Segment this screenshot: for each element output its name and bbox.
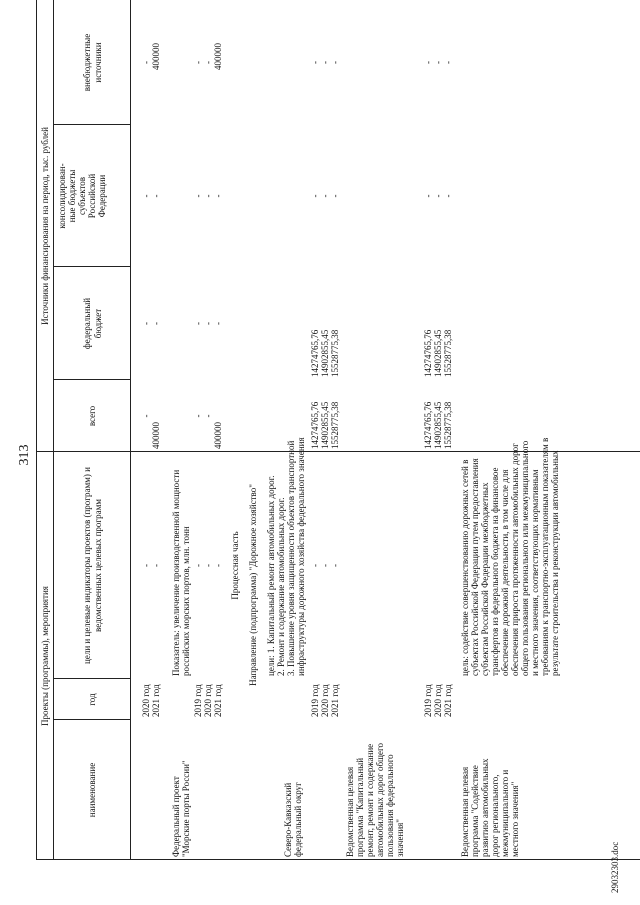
document-id: 29032303.doc <box>610 841 620 893</box>
col-header-goals-l1: цели и целевые индикаторы проектов (программ) и <box>82 467 92 664</box>
goal5-l7: общего пользования регионального или межмуниципального <box>520 440 530 676</box>
program-name-l3: ремонт, ремонт и содержание <box>365 743 375 857</box>
district-name-l1: Северо-Кавказский <box>283 782 293 857</box>
program-name-l5: пользования федерального <box>385 754 395 857</box>
goal5-l5: обеспечение дорожной деятельности, в том числе для <box>500 469 510 676</box>
goal5-l3: субъектам Российской Федерации межбюджетных <box>480 482 490 676</box>
program-name-l4: автомобильных дорог общего <box>375 743 385 857</box>
indicator-l2: российских морских портов, млн. тонн <box>181 526 191 676</box>
header-bottom-border <box>130 0 131 860</box>
col-header-regional-l2: ные бюджеты <box>67 169 77 223</box>
goal5-l1: цель: содействие совершенствованию дорожных сетей в <box>460 459 470 676</box>
group-header-divider <box>53 0 54 860</box>
col-header-extra-l2: источники <box>93 42 103 83</box>
program-name-l2: программа "Капитальный <box>355 757 365 857</box>
col-header-extra-l1: внебюджетные <box>82 33 92 92</box>
col-header-federal-l2: бюджет <box>93 308 103 339</box>
program2-name-l3: развитию автомобильных <box>480 758 490 857</box>
district-name-l2: федеральный округ <box>293 782 303 857</box>
project-name-l1: Федеральный проект <box>171 776 181 857</box>
goal5-l6: обеспечения прироста протяженности автомобильных дорог <box>510 443 520 676</box>
section-process: Процессная часть <box>230 531 240 600</box>
goals-l1: цели: 1. Капитальный ремонт автомобильных дорог. <box>266 475 276 676</box>
program2-name-l1: Ведомственная целевая <box>460 766 470 857</box>
col-header-regional-l5: Федерации <box>97 174 107 218</box>
col-header-federal-l1: федеральный <box>82 297 92 350</box>
rotated-page: 313 Проекты (программы), мероприятия Источники финансирования на период, тыс. рублей наименование год цели и целевые индикаторы проектов (программ) и ведомственных целевых программ всего федеральный бюджет консолидирован- ные бюджеты субъектов Российской Федерации внебюджетные источники 2020 год - - - - - 2021 год - 400000 - - 400000 Федеральный проект "Морские порты России" Показатель: увеличение производственной мощности российских морских портов, млн. тонн 2019 год - - - - - 2020 год - - - - - 2021 год - 400000 - - 400000 Процессная часть Направление (подпрограмма) "Дорожное хозяйство" Северо-Кавказский федеральный округ цели: 1. Капитальный ремонт автомобильных дорог. 2. Ремонт и содержание автомобильных дорог. 3. Повышение уровня защищенности объектов транспортной инфраструктуры дорожного хозяйства федерального значения 2019 год - 14274765,76 14274765,76 - - 2020 год - 14902855,45 14902855,45 - - 2021 год - 15528775,38 15528775,38 - - Ведомственная целевая программа "Капитальный ремонт, ремонт и содержание автомобильных дорог общего пользования федерального значения" 2019 год 14274765,76 14274765,76 - - 2020 год 14902855,45 14902855,45 - - 2021 год 15528775,38 15528775,38 - - Ведомственная целевая программа "Содействие развитию автомобильных дорог регионального, межмуниципального и местного значения" цель: содействие совершенствованию дорожных сетей в субъектах Российской Федерации путем предоставления субъектам Российской Федерации межбюджетных трансфертов из федерального бюджета на финансовое обеспечение дорожной деятельности, в том числе для обеспечения прироста протяженности автомобильных дорог общего пользования регионального или межмуниципального и местного значения, соответствующих нормативным требованиям к транспортно-эксплуатационным показателям в результате строительства и реконструкции автомобильных 29032303.doc <box>0 0 640 905</box>
col-header-regional-l4: Российской <box>87 173 97 219</box>
col-header-regional-l1: консолидирован- <box>57 163 67 229</box>
col-header-year: год <box>87 693 97 706</box>
funding-group-header: Источники финансирования на период, тыс. рублей <box>40 127 50 325</box>
goals-l3: 3. Повышение уровня защищенности объектов транспортной <box>286 440 296 676</box>
program2-name-l5: межмуниципального и <box>500 769 510 857</box>
projects-group-header: Проекты (программы), мероприятия <box>40 586 50 726</box>
page-number: 313 <box>17 444 32 466</box>
project-name-l2: "Морские порты России" <box>181 760 191 857</box>
table-top-border <box>36 0 37 860</box>
goal5-l9: требованиям к транспортно-эксплуатационным показателям в <box>540 437 550 676</box>
goals-l4: инфраструктуры дорожного хозяйства федерального значения <box>296 437 306 676</box>
goal5-l8: и местного значения, соответствующих нормативным <box>530 469 540 676</box>
col-header-goals-l2: ведомственных целевых программ <box>93 499 103 632</box>
goal5-l4: трансфертов из федерального бюджета на финансовое <box>490 467 500 676</box>
program2-name-l2: программа "Содействие <box>470 765 480 857</box>
col-header-name: наименование <box>87 762 97 818</box>
program2-name-l4: дорог регионального, <box>490 774 500 857</box>
col-header-regional-l3: субъектов <box>77 176 87 216</box>
goal5-l2: субъектах Российской Федерации путем предоставления <box>470 458 480 676</box>
section-direction: Направление (подпрограмма) "Дорожное хозяйство" <box>248 484 258 686</box>
goal5-l10: результате строительства и реконструкции автомобильных <box>550 450 560 676</box>
program2-name-l6: местного значения" <box>510 781 520 857</box>
indicator-l1: Показатель: увеличение производственной мощности <box>171 469 181 676</box>
table-left-border <box>36 859 640 860</box>
program-name-l6: значения" <box>395 819 405 857</box>
goals-l2: 2. Ремонт и содержание автомобильных дорог. <box>276 497 286 676</box>
program-name-l1: Ведомственная целевая <box>345 766 355 857</box>
col-header-total: всего <box>87 405 97 427</box>
